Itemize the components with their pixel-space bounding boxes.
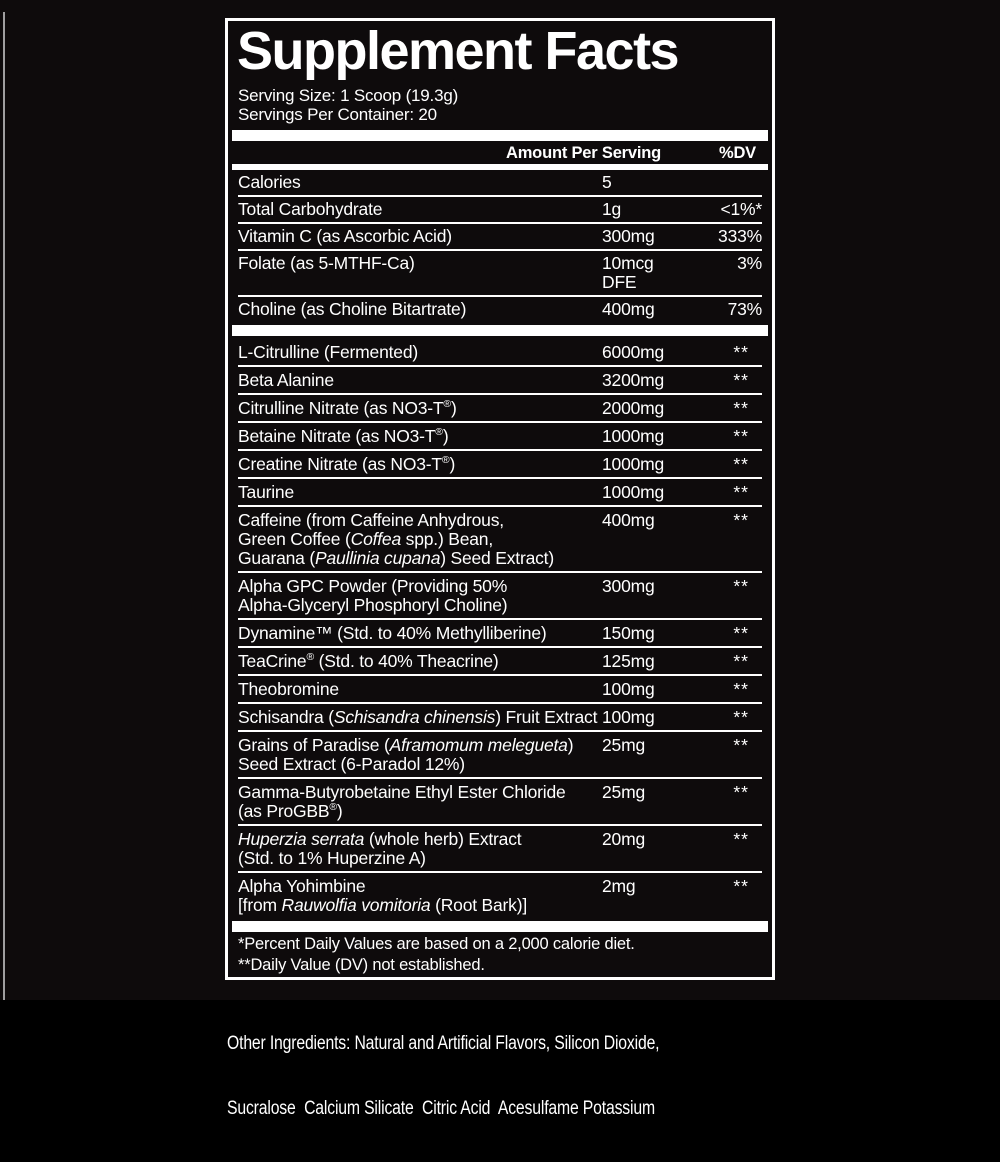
ingredient-row: [238, 676, 762, 704]
label-wrap: [225, 18, 775, 1162]
ingredient-amount: 100mg: [602, 679, 655, 700]
ingredient-amount: 3200mg: [602, 370, 665, 391]
ingredient-row: [238, 573, 762, 620]
ingredient-row: [238, 826, 762, 873]
ingredient-dv: **: [733, 735, 749, 756]
amount-per-serving-header: Amount Per Serving: [506, 144, 662, 163]
ingredient-amount: 150mg: [602, 623, 655, 644]
ingredient-amount: 100mg: [602, 707, 655, 728]
footnote-percent-dv: *Percent Daily Values are based on a 2,000 calorie diet.: [238, 935, 635, 954]
ingredient-amount: 400mg: [602, 299, 655, 320]
servings-per-container: Servings Per Container: 20: [238, 105, 437, 125]
ingredient-row: [238, 704, 762, 732]
ingredient-name: Calories: [238, 172, 301, 193]
ingredient-row: [238, 620, 762, 648]
ingredient-name: Vitamin C (as Ascorbic Acid): [238, 226, 452, 247]
ingredient-dv: **: [733, 482, 749, 503]
thick-separator-bar: [232, 921, 768, 932]
ingredient-dv: **: [733, 342, 749, 363]
ingredient-amount: 2000mg: [602, 398, 665, 419]
ingredient-name: Caffeine (from Caffeine Anhydrous, Green Coffee (Coffea spp.) Bean, Guarana (Paullinia cupana) Seed Extract): [238, 510, 554, 569]
label-edge-line: [3, 12, 5, 1000]
ingredient-name: Alpha Yohimbine [from Rauwolfia vomitoria (Root Bark)]: [238, 876, 528, 916]
ingredient-row: [238, 451, 762, 479]
ingredient-amount: 25mg: [602, 782, 645, 803]
footnote-dv-not-established: **Daily Value (DV) not established.: [238, 956, 485, 975]
ingredient-row: [238, 367, 762, 395]
ingredient-dv: 333%: [718, 226, 762, 247]
ingredient-row: [238, 873, 762, 918]
ingredient-dv: **: [733, 782, 749, 803]
dv-header: %DV: [719, 144, 756, 163]
ingredient-name: Citrulline Nitrate (as NO3-T®): [238, 398, 457, 419]
ingredient-row: [238, 170, 762, 197]
panel-title: Supplement Facts: [237, 21, 679, 81]
ingredient-amount: 300mg: [602, 226, 655, 247]
ingredient-dv: **: [733, 707, 749, 728]
ingredient-dv: **: [733, 876, 749, 897]
ingredient-row: [238, 297, 762, 322]
ingredient-name: Creatine Nitrate (as NO3-T®): [238, 454, 456, 475]
ingredient-row: [238, 339, 762, 367]
ingredient-name: Gamma-Butyrobetaine Ethyl Ester Chloride (as ProGBB®): [238, 782, 566, 822]
ingredient-row: [238, 779, 762, 826]
serving-size: Serving Size: 1 Scoop (19.3g): [238, 86, 459, 106]
ingredient-name: Schisandra (Schisandra chinensis) Fruit Extract: [238, 707, 598, 728]
ingredient-amount: 25mg: [602, 735, 645, 756]
other-ingredients: [227, 990, 779, 1162]
ingredient-amount: 10mcg DFE: [602, 253, 654, 293]
ingredient-dv: **: [733, 576, 749, 597]
ingredient-name: Dynamine™ (Std. to 40% Methylliberine): [238, 623, 547, 644]
ingredient-dv: **: [733, 829, 749, 850]
ingredient-row: [238, 197, 762, 224]
ingredient-row: [238, 479, 762, 507]
ingredient-dv: **: [733, 370, 749, 391]
ingredient-name: Folate (as 5-MTHF-Ca): [238, 253, 415, 274]
ingredient-amount: 6000mg: [602, 342, 665, 363]
ingredient-dv: **: [733, 426, 749, 447]
other-ingredients-line-2: Sucralose Calcium Silicate Citric Acid Acesulfame Potassium: [227, 1097, 655, 1119]
ingredient-dv: <1%*: [720, 199, 762, 220]
other-ingredients-line-1: Other Ingredients: Natural and Artificial Flavors, Silicon Dioxide,: [227, 1033, 660, 1055]
ingredient-dv: **: [733, 454, 749, 475]
nutrient-rows: [238, 170, 762, 322]
column-header-row: [238, 145, 762, 162]
ingredient-amount: 1000mg: [602, 454, 665, 475]
ingredient-name: TeaCrine® (Std. to 40% Theacrine): [238, 651, 499, 672]
ingredient-dv: 3%: [737, 253, 762, 274]
ingredient-dv: **: [733, 398, 749, 419]
ingredient-name: Taurine: [238, 482, 294, 503]
ingredient-row: [238, 251, 762, 297]
ingredient-amount: 1g: [602, 199, 622, 220]
ingredient-name: Betaine Nitrate (as NO3-T®): [238, 426, 449, 447]
ingredient-dv: **: [733, 679, 749, 700]
ingredient-amount: 1000mg: [602, 426, 665, 447]
ingredient-amount: 1000mg: [602, 482, 665, 503]
ingredient-amount: 5: [602, 172, 612, 193]
ingredient-amount: 20mg: [602, 829, 645, 850]
ingredient-name: Total Carbohydrate: [238, 199, 383, 220]
thick-separator-bar: [232, 325, 768, 336]
ingredient-row: [238, 224, 762, 251]
ingredient-row: [238, 648, 762, 676]
supplement-facts-panel: [225, 18, 775, 980]
ingredient-amount: 125mg: [602, 651, 655, 672]
ingredient-dv: **: [733, 651, 749, 672]
ingredient-name: Choline (as Choline Bitartrate): [238, 299, 467, 320]
ingredient-row: [238, 423, 762, 451]
ingredient-amount: 400mg: [602, 510, 655, 531]
ingredient-amount: 2mg: [602, 876, 636, 897]
ingredient-row: [238, 507, 762, 573]
ingredient-amount: 300mg: [602, 576, 655, 597]
thick-separator-bar: [232, 130, 768, 141]
ingredient-name: Theobromine: [238, 679, 339, 700]
ingredient-dv: **: [733, 623, 749, 644]
ingredient-name: Alpha GPC Powder (Providing 50% Alpha-Glyceryl Phosphoryl Choline): [238, 576, 508, 616]
ingredient-dv: 73%: [727, 299, 762, 320]
ingredient-name: L-Citrulline (Fermented): [238, 342, 418, 363]
ingredient-name: Grains of Paradise (Aframomum melegueta) Seed Extract (6-Paradol 12%): [238, 735, 574, 775]
ingredient-name: Huperzia serrata (whole herb) Extract (Std. to 1% Huperzine A): [238, 829, 522, 869]
ingredient-dv: **: [733, 510, 749, 531]
ingredient-row: [238, 395, 762, 423]
ingredient-rows: [238, 339, 762, 918]
ingredient-name: Beta Alanine: [238, 370, 334, 391]
ingredient-row: [238, 732, 762, 779]
